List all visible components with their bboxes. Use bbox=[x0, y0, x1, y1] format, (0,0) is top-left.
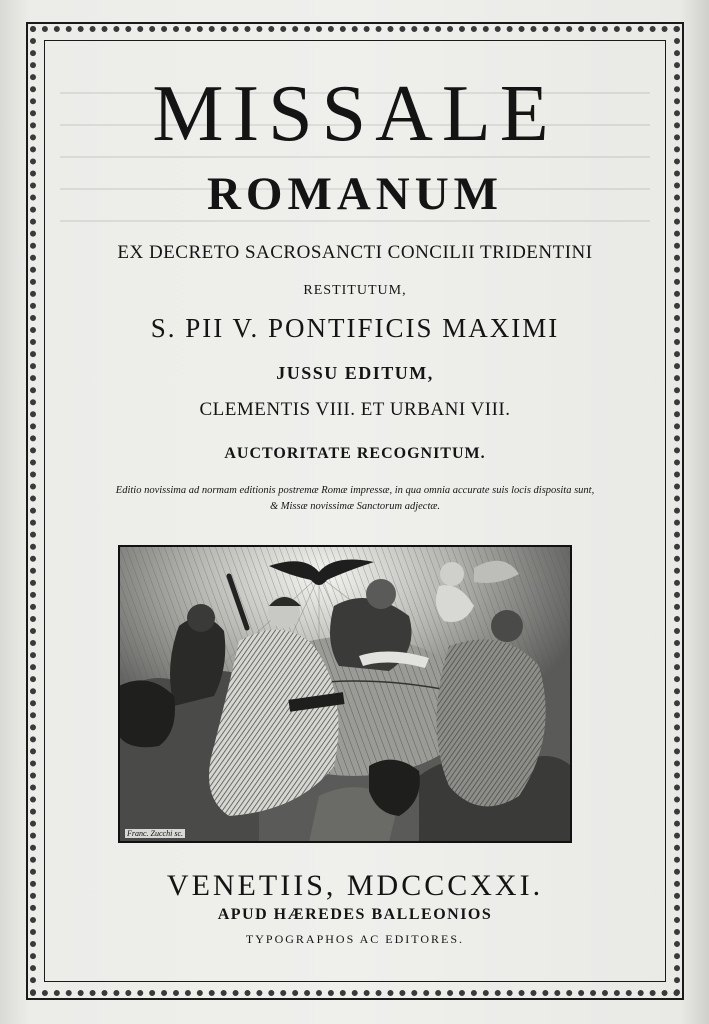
pontiff-line: S. PII V. PONTIFICIS MAXIMI bbox=[150, 313, 560, 343]
engraver-signature: Franc. Zucchi sc. bbox=[127, 829, 183, 838]
edition-note-line2: & Missæ novissimæ Sanctorum adjectæ. bbox=[269, 501, 441, 512]
edition-note-line1: Editio novissima ad normam editionis postremæ Romæ impressæ, in qua omnia accurate suis locis disposita sunt, bbox=[115, 485, 595, 496]
subtitle: ROMANUM bbox=[206, 168, 504, 220]
auctoritate-line: AUCTORITATE RECOGNITUM. bbox=[224, 445, 486, 462]
imprint-printer: APUD HÆREDES BALLEONIOS bbox=[217, 906, 493, 923]
imprint-role: TYPOGRAPHOS AC EDITORES. bbox=[245, 932, 465, 946]
imprint-place-date: VENETIIS, MDCCCXXI. bbox=[166, 869, 544, 902]
restitutum-line: RESTITUTUM, bbox=[303, 283, 407, 298]
main-title: MISSALE bbox=[152, 70, 558, 158]
jussu-line: JUSSU EDITUM, bbox=[276, 363, 434, 383]
engraving-illustration bbox=[118, 545, 572, 843]
decree-line: EX DECRETO SACROSANCTI CONCILII TRIDENTINI bbox=[117, 242, 593, 263]
evangelists-engraving-icon bbox=[119, 546, 571, 842]
clementis-line: CLEMENTIS VIII. ET URBANI VIII. bbox=[199, 399, 511, 420]
